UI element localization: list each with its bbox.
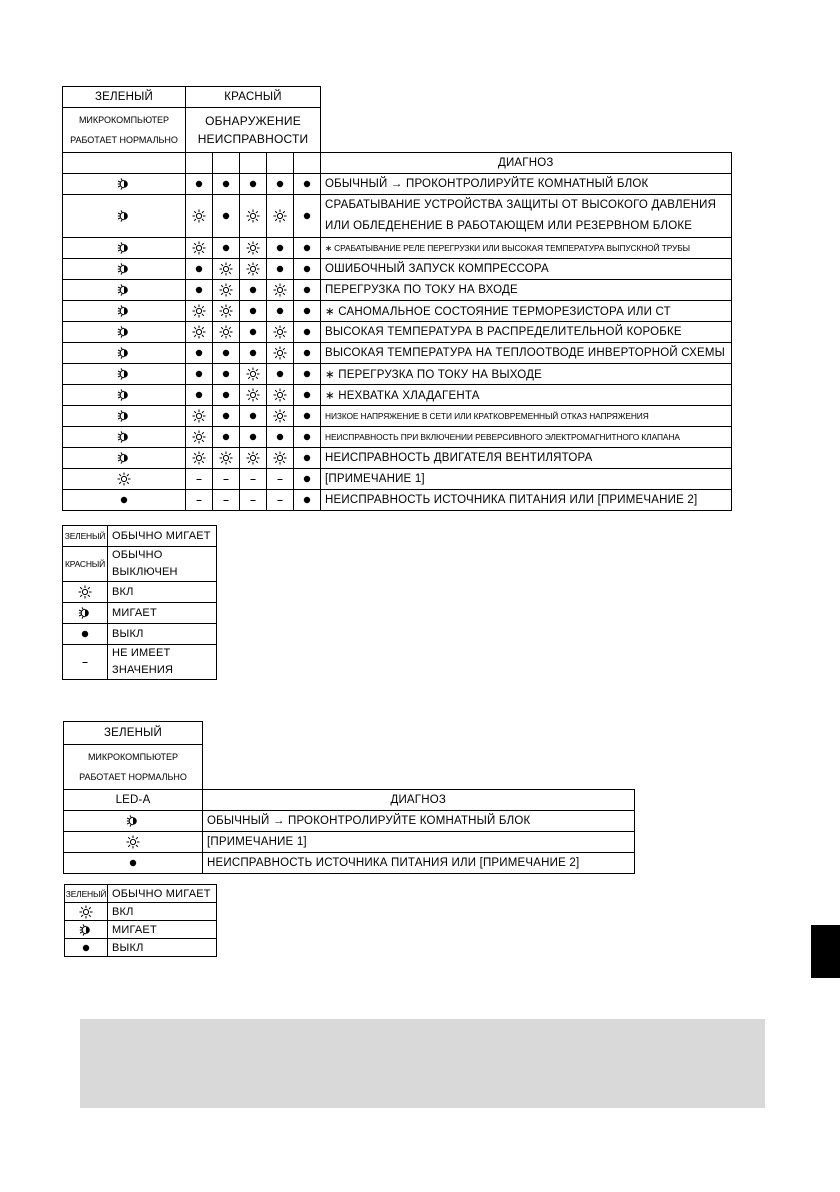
red-led-1-state <box>186 322 213 343</box>
sun-icon <box>78 585 92 599</box>
table-row <box>63 343 732 364</box>
blinking-bulb-icon <box>117 409 131 423</box>
dot-icon <box>300 325 314 339</box>
dot-icon <box>300 283 314 297</box>
red-led-1-state <box>186 195 213 238</box>
dash-icon <box>192 493 206 507</box>
dot-icon <box>192 388 206 402</box>
green-description: МИКРОКОМПЬЮТЕР РАБОТАЕТ НОРМАЛЬНО <box>64 745 203 790</box>
green-led-state <box>63 406 186 427</box>
sun-icon <box>192 451 206 465</box>
dash-icon <box>246 472 260 486</box>
legend-red-key: КРАСНЫЙ <box>63 547 108 582</box>
red-led-5-state <box>294 385 321 406</box>
header-red: КРАСНЫЙ <box>186 87 321 108</box>
header-green: ЗЕЛЕНЫЙ <box>64 722 203 745</box>
sun-icon <box>273 346 287 360</box>
red-led-4-state <box>267 259 294 280</box>
blinking-bulb-icon <box>126 814 140 828</box>
red-led-4-state <box>267 427 294 448</box>
diagnosis-text: СРАБАТЫВАНИЕ УСТРОЙСТВА ЗАЩИТЫ ОТ ВЫСОКОГО ДАВЛЕНИЯ ИЛИ ОБЛЕДЕНЕНИЕ В РАБОТАЮЩЕМ ИЛИ РЕЗЕРВНОМ БЛОКЕ <box>321 195 732 238</box>
diagnosis-text: [ПРИМЕЧАНИЕ 1] <box>203 832 635 853</box>
blinking-bulb-icon <box>117 451 131 465</box>
dot-icon <box>273 241 287 255</box>
dot-icon <box>219 346 233 360</box>
red-led-3-state <box>240 195 267 238</box>
red-description: ОБНАРУЖЕНИЕ НЕИСПРАВНОСТИ <box>186 108 321 153</box>
table-row <box>63 427 732 448</box>
sun-icon <box>192 304 206 318</box>
red-led-1-state <box>186 301 213 322</box>
dot-icon <box>300 209 314 223</box>
legend-blink-value: МИГАЕТ <box>108 603 217 624</box>
red-led-5-state <box>294 427 321 448</box>
sun-icon <box>246 388 260 402</box>
red-led-2-state <box>213 469 240 490</box>
dot-icon <box>273 262 287 276</box>
legend-main <box>62 525 217 680</box>
dot-icon <box>300 304 314 318</box>
legend-on-value: ВКЛ <box>108 903 217 921</box>
dot-icon <box>246 409 260 423</box>
red-led-5-state <box>294 280 321 301</box>
diagnosis-text: ОБЫЧНЫЙ → ПРОКОНТРОЛИРУЙТЕ КОМНАТНЫЙ БЛОК <box>321 174 732 195</box>
dot-icon <box>192 367 206 381</box>
red-led-5-state <box>294 259 321 280</box>
green-led-state <box>63 427 186 448</box>
green-led-state <box>63 448 186 469</box>
sun-icon <box>192 409 206 423</box>
dot-icon <box>192 346 206 360</box>
table-row <box>63 406 732 427</box>
sun-icon <box>192 241 206 255</box>
legend-on-key <box>65 903 108 921</box>
blinking-bulb-icon <box>117 430 131 444</box>
red-led-3-state <box>240 469 267 490</box>
green-led-state <box>63 238 186 259</box>
green-led-state <box>63 301 186 322</box>
led-a-label: LED-A <box>64 790 203 811</box>
green-led-state <box>63 343 186 364</box>
dot-icon <box>300 388 314 402</box>
red-led-3-state <box>240 427 267 448</box>
table-row <box>63 469 732 490</box>
grey-panel <box>80 1019 765 1108</box>
blinking-bulb-icon <box>78 606 92 620</box>
red-led-4-state <box>267 406 294 427</box>
red-led-3-state <box>240 385 267 406</box>
red-led-2-state <box>213 490 240 511</box>
blinking-bulb-icon <box>117 283 131 297</box>
red-led-5-state <box>294 448 321 469</box>
red-led-3-state <box>240 406 267 427</box>
red-led-2-state <box>213 448 240 469</box>
legend-off-key <box>63 624 108 645</box>
blinking-bulb-icon <box>117 262 131 276</box>
diagnosis-text: ВЫСОКАЯ ТЕМПЕРАТУРА НА ТЕПЛООТВОДЕ ИНВЕРТОРНОЙ СХЕМЫ <box>321 343 732 364</box>
diagnosis-text: НЕИСПРАВНОСТЬ ИСТОЧНИКА ПИТАНИЯ ИЛИ [ПРИМЕЧАНИЕ 2] <box>203 853 635 874</box>
red-led-3-state <box>240 343 267 364</box>
red-led-5-state <box>294 238 321 259</box>
sun-icon <box>192 325 206 339</box>
blinking-bulb-icon <box>117 209 131 223</box>
table-row <box>63 280 732 301</box>
red-led-1-state <box>186 427 213 448</box>
red-led-1-state <box>186 343 213 364</box>
table-row <box>63 364 732 385</box>
diagnosis-text: ОБЫЧНЫЙ → ПРОКОНТРОЛИРУЙТЕ КОМНАТНЫЙ БЛОК <box>203 811 635 832</box>
dot-icon <box>273 367 287 381</box>
sun-icon <box>273 409 287 423</box>
green-led-state <box>63 322 186 343</box>
dash-icon <box>219 493 233 507</box>
legend-blink-key <box>63 603 108 624</box>
red-led-4-state <box>267 364 294 385</box>
sun-icon <box>219 262 233 276</box>
legend-on-value: ВКЛ <box>108 582 217 603</box>
diagnosis-text: НИЗКОЕ НАПРЯЖЕНИЕ В СЕТИ ИЛИ КРАТКОВРЕМЕННЫЙ ОТКАЗ НАПРЯЖЕНИЯ <box>321 406 732 427</box>
legend-led <box>64 884 217 957</box>
sun-icon <box>219 325 233 339</box>
dot-icon <box>219 388 233 402</box>
sun-icon <box>117 472 131 486</box>
dot-icon <box>126 856 140 870</box>
dot-icon <box>300 262 314 276</box>
dot-icon <box>273 177 287 191</box>
red-led-1-state <box>186 385 213 406</box>
red-led-2-state <box>213 322 240 343</box>
legend-off-value: ВЫКЛ <box>108 939 217 957</box>
dot-icon <box>246 304 260 318</box>
diagnosis-text: ∗ НЕХВАТКА ХЛАДАГЕНТА <box>321 385 732 406</box>
red-led-1-state <box>186 238 213 259</box>
led-a-state <box>64 853 203 874</box>
diagnosis-text: [ПРИМЕЧАНИЕ 1] <box>321 469 732 490</box>
legend-on-key <box>63 582 108 603</box>
legend-green-key: ЗЕЛЕНЫЙ <box>63 526 108 547</box>
red-led-5-state <box>294 301 321 322</box>
legend-blink-value: МИГАЕТ <box>108 921 217 939</box>
red-led-1-state <box>186 259 213 280</box>
red-led-2-state <box>213 174 240 195</box>
red-led-4-state <box>267 343 294 364</box>
diagnosis-text: НЕИСПРАВНОСТЬ ИСТОЧНИКА ПИТАНИЯ ИЛИ [ПРИМЕЧАНИЕ 2] <box>321 490 732 511</box>
dot-icon <box>219 177 233 191</box>
red-led-4-state <box>267 469 294 490</box>
blinking-bulb-icon <box>117 325 131 339</box>
diagnosis-table-main <box>62 86 732 511</box>
table-row <box>63 238 732 259</box>
section-marker-tab <box>811 925 840 978</box>
sun-icon <box>273 209 287 223</box>
red-led-1-state <box>186 490 213 511</box>
dot-icon <box>219 367 233 381</box>
dot-icon <box>117 493 131 507</box>
red-led-3-state <box>240 364 267 385</box>
green-led-state <box>63 280 186 301</box>
dash-icon <box>273 493 287 507</box>
red-led-3-state <box>240 301 267 322</box>
green-led-state <box>63 385 186 406</box>
diagnosis-text: ПЕРЕГРУЗКА ПО ТОКУ НА ВХОДЕ <box>321 280 732 301</box>
red-led-2-state <box>213 301 240 322</box>
diagnosis-text: ВЫСОКАЯ ТЕМПЕРАТУРА В РАСПРЕДЕЛИТЕЛЬНОЙ КОРОБКЕ <box>321 322 732 343</box>
blinking-bulb-icon <box>117 388 131 402</box>
red-led-4-state <box>267 238 294 259</box>
red-led-4-state <box>267 301 294 322</box>
green-led-state <box>63 174 186 195</box>
red-led-5-state <box>294 490 321 511</box>
sun-icon <box>246 241 260 255</box>
red-led-3-state <box>240 238 267 259</box>
red-led-5-state <box>294 364 321 385</box>
sun-icon <box>126 835 140 849</box>
red-led-1-state <box>186 448 213 469</box>
dot-icon <box>219 430 233 444</box>
red-led-1-state <box>186 364 213 385</box>
red-led-5-state <box>294 406 321 427</box>
blinking-bulb-icon <box>117 346 131 360</box>
diagnosis-text: НЕИСПРАВНОСТЬ ПРИ ВКЛЮЧЕНИИ РЕВЕРСИВНОГО ЭЛЕКТРОМАГНИТНОГО КЛАПАНА <box>321 427 732 448</box>
header-green: ЗЕЛЕНЫЙ <box>63 87 186 108</box>
dot-icon <box>246 430 260 444</box>
blinking-bulb-icon <box>79 923 93 937</box>
diagnosis-text: ОШИБОЧНЫЙ ЗАПУСК КОМПРЕССОРА <box>321 259 732 280</box>
green-led-state <box>63 469 186 490</box>
table-row <box>63 448 732 469</box>
dot-icon <box>246 325 260 339</box>
dash-icon <box>192 472 206 486</box>
red-led-1-state <box>186 406 213 427</box>
red-led-1-state <box>186 280 213 301</box>
red-led-5-state <box>294 469 321 490</box>
legend-na-key <box>63 645 108 680</box>
red-led-5-state <box>294 195 321 238</box>
dot-icon <box>300 472 314 486</box>
dot-icon <box>300 430 314 444</box>
diagnosis-table-led <box>63 721 635 874</box>
red-led-2-state <box>213 259 240 280</box>
red-led-3-state <box>240 280 267 301</box>
red-led-4-state <box>267 322 294 343</box>
blinking-bulb-icon <box>117 304 131 318</box>
legend-off-value: ВЫКЛ <box>108 624 217 645</box>
diagnosis-text: ∗ САНОМАЛЬНОЕ СОСТОЯНИЕ ТЕРМОРЕЗИСТОРА ИЛИ СТ <box>321 301 732 322</box>
legend-off-key <box>65 939 108 957</box>
diagnosis-header: ДИАГНОЗ <box>321 153 732 174</box>
dot-icon <box>300 346 314 360</box>
red-led-4-state <box>267 174 294 195</box>
table-row <box>63 259 732 280</box>
dot-icon <box>300 177 314 191</box>
table-row <box>63 195 732 238</box>
table-row <box>63 322 732 343</box>
dot-icon <box>246 177 260 191</box>
dot-icon <box>219 241 233 255</box>
sun-icon <box>219 283 233 297</box>
led-a-state <box>64 832 203 853</box>
red-led-4-state <box>267 385 294 406</box>
table-row <box>63 385 732 406</box>
table-row <box>64 853 635 874</box>
dot-icon <box>219 209 233 223</box>
dash-icon <box>246 493 260 507</box>
green-led-state <box>63 259 186 280</box>
table-row <box>64 832 635 853</box>
red-led-3-state <box>240 490 267 511</box>
sun-icon <box>273 325 287 339</box>
blinking-bulb-icon <box>117 177 131 191</box>
sun-icon <box>246 262 260 276</box>
sun-icon <box>79 905 93 919</box>
dot-icon <box>246 346 260 360</box>
sun-icon <box>246 209 260 223</box>
dot-icon <box>246 283 260 297</box>
dash-icon <box>219 472 233 486</box>
legend-green-value: ОБЫЧНО МИГАЕТ <box>108 885 217 903</box>
green-description: МИКРОКОМПЬЮТЕР РАБОТАЕТ НОРМАЛЬНО <box>63 108 186 153</box>
red-led-3-state <box>240 174 267 195</box>
red-led-4-state <box>267 280 294 301</box>
red-led-2-state <box>213 280 240 301</box>
green-led-state <box>63 490 186 511</box>
table-row <box>63 301 732 322</box>
red-led-3-state <box>240 259 267 280</box>
red-led-3-state <box>240 322 267 343</box>
dot-icon <box>219 409 233 423</box>
red-led-5-state <box>294 343 321 364</box>
legend-blink-key <box>65 921 108 939</box>
red-led-4-state <box>267 195 294 238</box>
led-a-state <box>64 811 203 832</box>
dot-icon <box>300 493 314 507</box>
diagnosis-text: ∗ СРАБАТЫВАНИЕ РЕЛЕ ПЕРЕГРУЗКИ ИЛИ ВЫСОКАЯ ТЕМПЕРАТУРА ВЫПУСКНОЙ ТРУБЫ <box>321 238 732 259</box>
red-led-2-state <box>213 195 240 238</box>
sun-icon <box>219 304 233 318</box>
sun-icon <box>192 209 206 223</box>
red-led-4-state <box>267 448 294 469</box>
dot-icon <box>300 409 314 423</box>
green-led-state <box>63 364 186 385</box>
table-row <box>63 174 732 195</box>
red-led-2-state <box>213 385 240 406</box>
red-led-2-state <box>213 427 240 448</box>
dot-icon <box>78 627 92 641</box>
red-led-1-state <box>186 469 213 490</box>
diagnosis-text: НЕИСПРАВНОСТЬ ДВИГАТЕЛЯ ВЕНТИЛЯТОРА <box>321 448 732 469</box>
red-led-2-state <box>213 364 240 385</box>
red-led-2-state <box>213 406 240 427</box>
legend-na-value: НЕ ИМЕЕТ ЗНАЧЕНИЯ <box>108 645 217 680</box>
red-led-2-state <box>213 238 240 259</box>
sun-icon <box>219 451 233 465</box>
legend-green-value: ОБЫЧНО МИГАЕТ <box>108 526 217 547</box>
dot-icon <box>79 941 93 955</box>
dash-icon <box>78 655 92 669</box>
dash-icon <box>273 472 287 486</box>
sun-icon <box>192 430 206 444</box>
diagnosis-text: ∗ ПЕРЕГРУЗКА ПО ТОКУ НА ВЫХОДЕ <box>321 364 732 385</box>
legend-green-key: ЗЕЛЕНЫЙ <box>65 885 108 903</box>
sun-icon <box>246 451 260 465</box>
red-led-5-state <box>294 322 321 343</box>
table-row <box>63 490 732 511</box>
dot-icon <box>192 283 206 297</box>
red-led-2-state <box>213 343 240 364</box>
table-row <box>64 811 635 832</box>
diagnosis-header: ДИАГНОЗ <box>203 790 635 811</box>
dot-icon <box>300 451 314 465</box>
blinking-bulb-icon <box>117 241 131 255</box>
blinking-bulb-icon <box>117 367 131 381</box>
legend-red-value: ОБЫЧНО ВЫКЛЮЧЕН <box>108 547 217 582</box>
dot-icon <box>300 367 314 381</box>
red-led-5-state <box>294 174 321 195</box>
sun-icon <box>273 451 287 465</box>
dot-icon <box>192 177 206 191</box>
dot-icon <box>273 304 287 318</box>
sun-icon <box>273 283 287 297</box>
sun-icon <box>273 388 287 402</box>
red-led-3-state <box>240 448 267 469</box>
dot-icon <box>273 430 287 444</box>
red-led-4-state <box>267 490 294 511</box>
dot-icon <box>192 262 206 276</box>
red-led-1-state <box>186 174 213 195</box>
sun-icon <box>246 367 260 381</box>
dot-icon <box>300 241 314 255</box>
green-led-state <box>63 195 186 238</box>
